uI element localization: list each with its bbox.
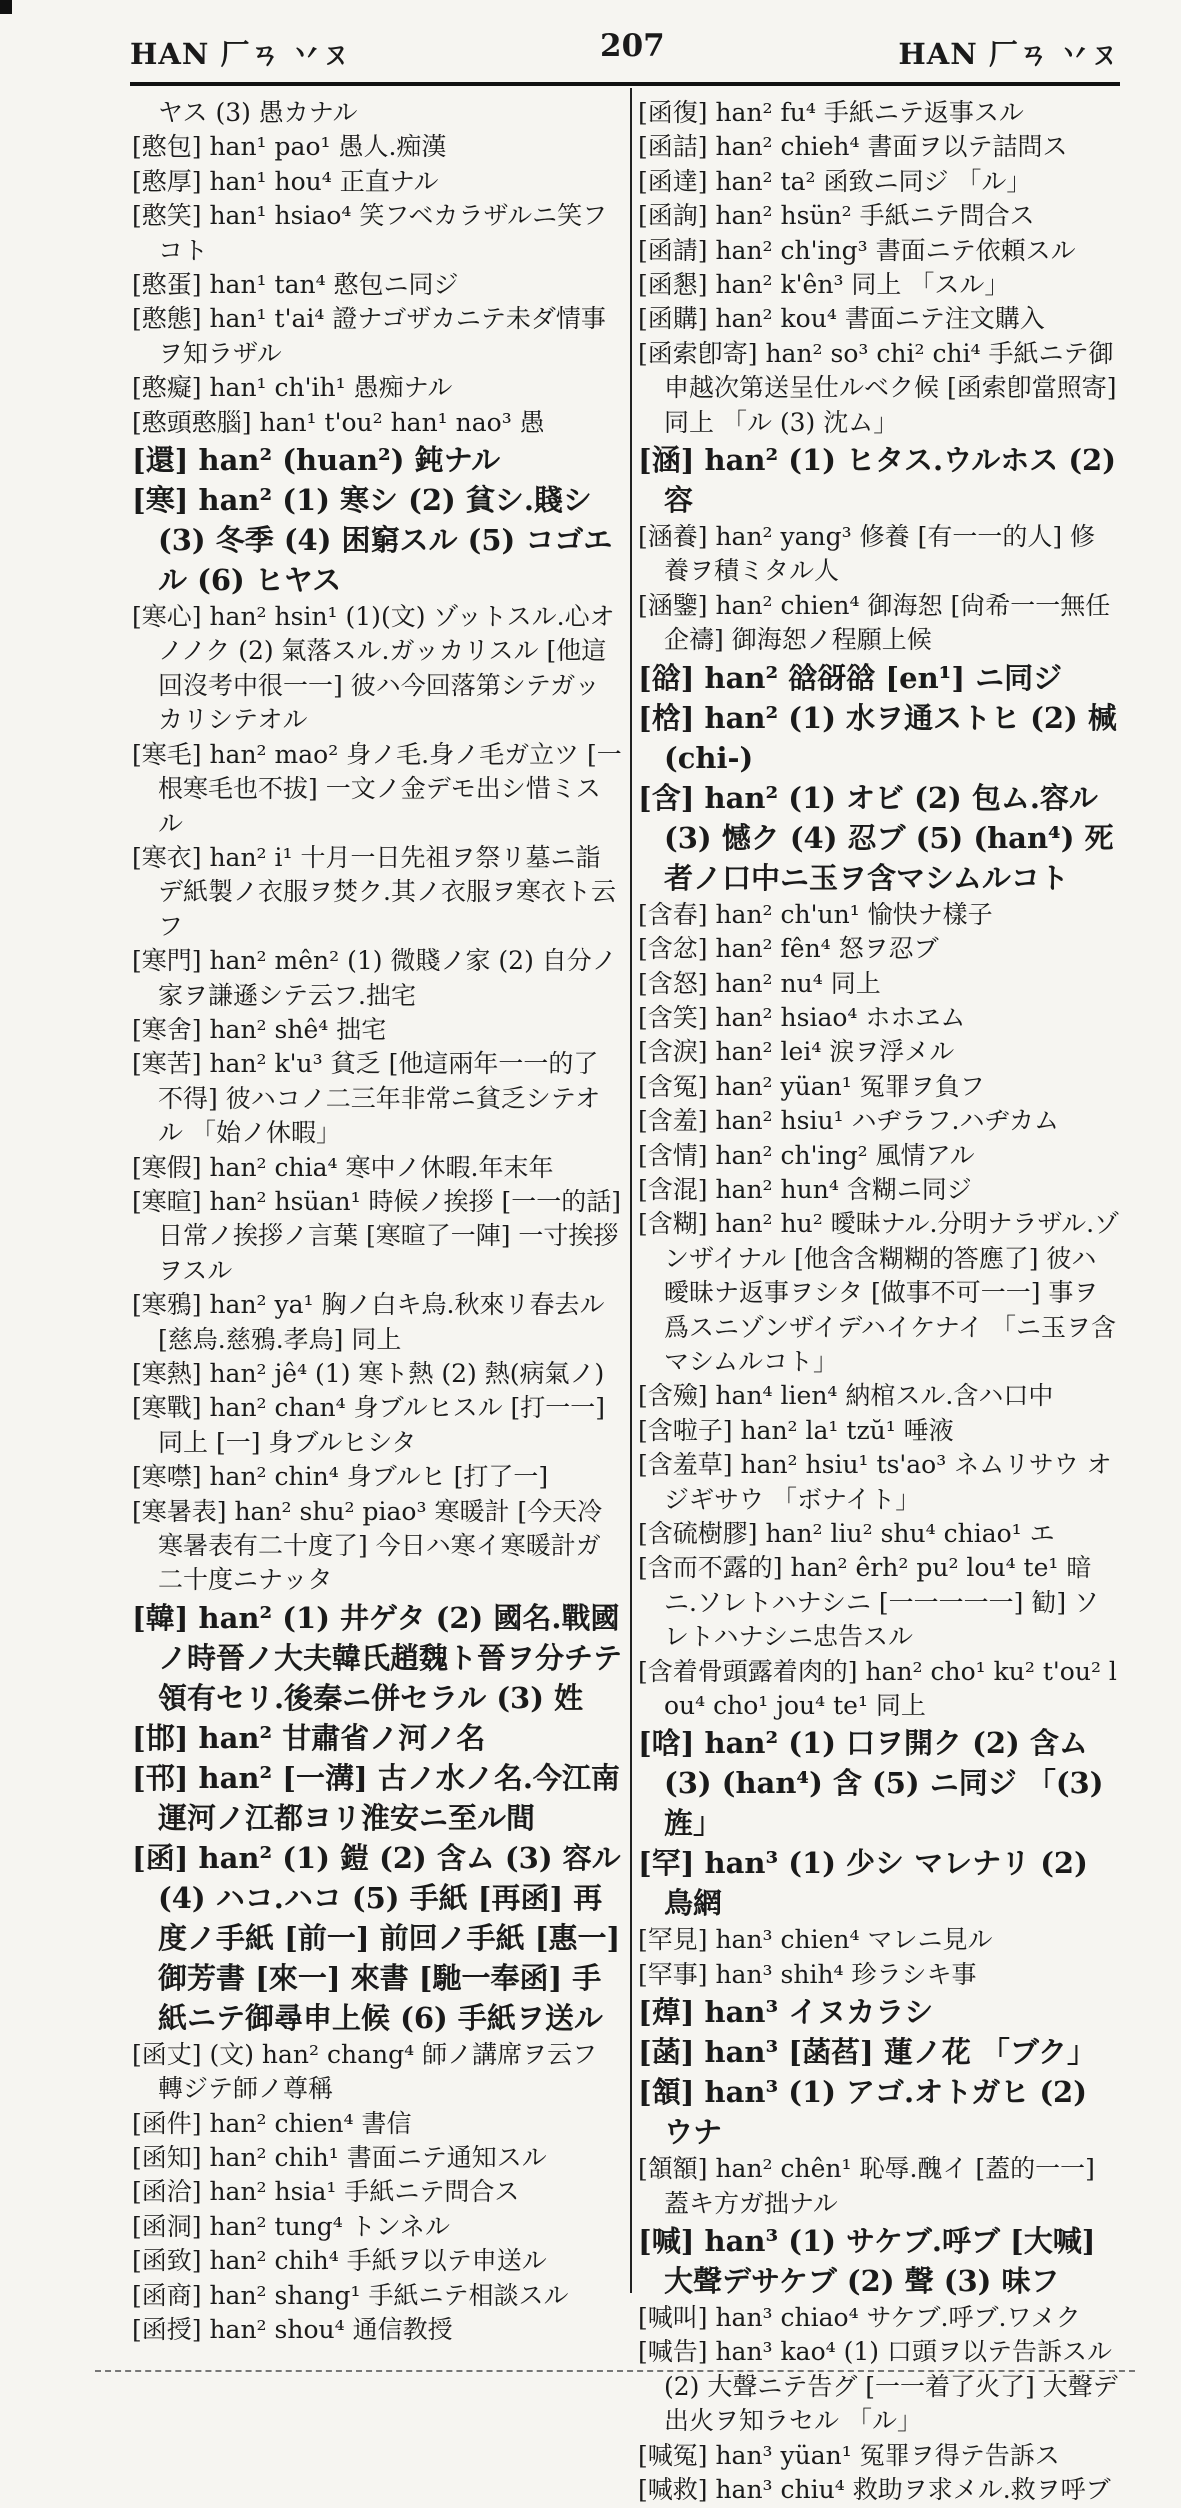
dictionary-entry: [含啦子] han² la¹ tzŭ¹ 唾液 [638, 1415, 954, 1445]
page-number: 207 [600, 28, 665, 64]
footer-rule [95, 2370, 1135, 2372]
dictionary-entry: [梒] han² (1) 水ヲ通ストヒ (2) 椷(chi-) [638, 700, 1117, 775]
dictionary-entry: [含春] han² ch'un¹ 愉快ナ樣子 [638, 899, 993, 929]
dictionary-entry: [函知] han² chih¹ 書面ニテ通知スル [132, 2143, 547, 2173]
dictionary-entry: [含糊] han² hu² 曖昧ナル.分明ナラザル.ゾンザイナル [他含含糊糊的答應了] 彼ハ曖昧ナ返事ヲシタ [做事不可一一] 事ヲ爲スニゾンザイデハイケナイ 「ニ玉ヲ含マシムルコト」 [638, 1209, 1120, 1376]
dictionary-entry: [函洽] han² hsia¹ 手紙ニテ問合ス [132, 2177, 520, 2207]
dictionary-entry: [頷] han³ (1) アゴ.オトガヒ (2) ウナ [638, 2075, 1087, 2150]
dictionary-entry: [函懇] han² k'ên³ 同上 「スル」 [638, 270, 1010, 300]
dictionary-entry: [寒舍] han² shê⁴ 拙宅 [132, 1014, 387, 1044]
header-rule [130, 82, 1120, 86]
dictionary-entry: [含情] han² ch'ing² 風情アル [638, 1140, 975, 1170]
dictionary-entry: [寒熱] han² jê⁴ (1) 寒ト熱 (2) 熱(病氣ノ) [132, 1359, 605, 1388]
dictionary-entry: [涵養] han² yang³ 修養 [有一一的人] 修養ヲ積ミタル人 [638, 522, 1096, 586]
dictionary-entry: [含羞] han² hsiu¹ ハヂラフ.ハヂカム [638, 1106, 1059, 1136]
column-divider [630, 88, 632, 2293]
dictionary-entry: [函達] han² ta² 函致ニ同ジ 「ル」 [638, 166, 1032, 196]
dictionary-entry: [寒衣] han² i¹ 十月一日先祖ヲ祭リ墓ニ詣デ紙製ノ衣服ヲ焚ク.其ノ衣服ヲ寒衣ト云フ [132, 842, 616, 941]
dictionary-entry: [涵鑒] han² chien⁴ 御海恕 [尙希一一無任企禱] 御海恕ノ程願上候 [638, 590, 1111, 655]
page-header [70, 22, 1120, 82]
dictionary-entry: [含笑] han² hsiao⁴ ホホヱム [638, 1002, 966, 1032]
dictionary-entry: [罕見] han³ chien⁴ マレニ見ル [638, 1925, 993, 1955]
running-head-left: HAN 厂ㄢ 丷ㄡ [130, 37, 352, 71]
dictionary-entry: [函復] han² fu⁴ 手紙ニテ返事スル [638, 98, 1024, 127]
dictionary-entry: [寒] han² (1) 寒シ (2) 貧シ.賤シ (3) 冬季 (4) 困窮スル (5) コゴエル (6) ヒヤス [132, 483, 613, 598]
dictionary-entry: [頷額] han² chên¹ 恥辱.醜イ [蓋的一一] 蓋キ方ガ拙ナル [638, 2154, 1095, 2218]
dictionary-entry: [寒暑表] han² shu² piao³ 寒暖計 [今天冷寒暑表有二十度了] 今日ハ寒イ寒暖計ガ二十度ニナッタ [132, 1496, 603, 1595]
dictionary-entry: [喊告] han³ kao⁴ (1) 口頭ヲ以テ告訴スル (2) 大聲ニテ告グ [一一着了火了] 大聲デ出火ヲ知ラセル 「ル」 [638, 2337, 1118, 2436]
dictionary-entry: [喊] han³ (1) サケブ.呼ブ [大喊] 大聲デサケブ (2) 聲 (3) 味フ [638, 2224, 1096, 2299]
dictionary-entry: [韓] han² (1) 井ゲタ (2) 國名.戰國ノ時晉ノ大夫韓氏趙魏ト晉ヲ分チテ領有セリ.後秦ニ併セラル (3) 姓 [132, 1600, 623, 1715]
dictionary-entry: [寒噤] han² chin⁴ 身ブルヒ [打了一] [132, 1462, 549, 1492]
dictionary-entry: [含殮] han⁴ lien⁴ 納棺スル.含ハ口中 [638, 1381, 1054, 1411]
dictionary-entry: [含淚] han² lei⁴ 涙ヲ浮メル [638, 1037, 955, 1067]
dictionary-entry: [寒苦] han² k'u³ 貧乏 [他這兩年一一的了不得] 彼ハコノ二三年非常ニ貧乏シテオル 「始ノ休暇」 [132, 1049, 601, 1148]
dictionary-entry: [還] han² (huan²) 鈍ナル [132, 443, 501, 478]
dictionary-entry: [憨笑] han¹ hsiao⁴ 笑フベカラザルニ笑フコト [132, 201, 608, 265]
dictionary-entry: [含忿] han² fên⁴ 怒ヲ忍ブ [638, 934, 939, 964]
dictionary-entry: [憨頭憨腦] han¹ t'ou² han¹ nao³ 愚 [132, 407, 545, 437]
running-head-right: HAN 厂ㄢ 丷ㄡ [898, 37, 1120, 71]
dictionary-entry: [含硫樹膠] han² liu² shu⁴ chiao¹ エ [638, 1519, 1055, 1548]
dictionary-entry: [寒暄] han² hsüan¹ 時候ノ挨拶 [一一的話] 日常ノ挨拶ノ言葉 [寒暄了一陣] 一寸挨拶ヲスル [132, 1186, 621, 1285]
dictionary-entry: [寒鴉] han² ya¹ 胸ノ白キ烏.秋來リ春去ル [慈烏.慈鴉.孝烏] 同上 [132, 1290, 605, 1354]
dictionary-entry: [菡] han³ [菡萏] 蓮ノ花 「ブク」 [638, 2035, 1097, 2070]
dictionary-entry: [寒戰] han² chan⁴ 身ブルヒスル [打一一] 同上 [一] 身ブルヒシタ [132, 1393, 606, 1457]
dictionary-entry: [憨蛋] han¹ tan⁴ 憨包ニ同ジ [132, 270, 459, 300]
dictionary-entry: [邯] han² 甘肅省ノ河ノ名 [132, 1720, 486, 1755]
dictionary-entry: [函詰] han² chieh⁴ 書面ヲ以テ詰問ス [638, 132, 1068, 162]
dictionary-entry: [喊冤] han³ yüan¹ 冤罪ヲ得テ告訴ス [638, 2440, 1060, 2470]
dictionary-entry: [寒心] han² hsin¹ (1)(文) ゾットスル.心オノノク (2) 氣落スル.ガッカリスル [他這回沒考中很一一] 彼ハ今回落第シテガッカリシテオル [132, 602, 615, 735]
dictionary-entry: [含而不露的] han² êrh² pu² lou⁴ te¹ 暗ニ.ソレトハナシニ [一一一一一] 勧] ソレトハナシニ忠告スル [638, 1553, 1100, 1652]
dictionary-entry: [函請] han² ch'ing³ 書面ニテ依頼スル [638, 235, 1076, 265]
dictionary-entry: [涵] han² (1) ヒタス.ウルホス (2) 容 [638, 443, 1116, 518]
dictionary-entry: [函丈] (文) han² chang⁴ 師ノ講席ヲ云フ 轉ジテ師ノ尊稱 [132, 2039, 598, 2104]
dictionary-entry: [喊叫] han³ chiao⁴ サケブ.呼ブ.ワメク [638, 2303, 1081, 2333]
dictionary-entry: [寒假] han² chia⁴ 寒中ノ休暇.年末年 [132, 1152, 554, 1182]
dictionary-entry: [函洞] han² tung⁴ トンネル [132, 2211, 451, 2241]
dictionary-entry: [寒毛] han² mao² 身ノ毛.身ノ毛ガ立ツ [一根寒毛也不拔] 一文ノ金デモ出シ惜ミスル [132, 739, 622, 838]
dictionary-entry: [函件] han² chien⁴ 書信 [132, 2108, 412, 2138]
dictionary-entry: [函購] han² kou⁴ 書面ニテ注文購入 [638, 304, 1045, 334]
right-column [638, 96, 1120, 2505]
dictionary-entry: [函商] han² shang¹ 手紙ニテ相談スル [132, 2280, 569, 2310]
dictionary-entry: [含羞草] han² hsiu¹ ts'ao³ ネムリサウ オジギサウ 「ボナイト」 [638, 1450, 1112, 1514]
dictionary-entry: [函詢] han² hsün² 手紙ニテ問合ス [638, 201, 1035, 231]
scan-corner-mark [0, 0, 12, 14]
dictionary-entry: [含怒] han² nu⁴ 同上 [638, 968, 881, 998]
dictionary-entry: [憨癡] han¹ ch'ih¹ 愚痴ナル [132, 373, 453, 403]
dictionary-entry: [含冤] han² yüan¹ 冤罪ヲ負フ [638, 1071, 985, 1101]
dictionary-entry: [含混] han² hun⁴ 含糊ニ同ジ [638, 1174, 972, 1204]
dictionary-entry: [寒門] han² mên² (1) 微賤ノ家 (2) 自分ノ家ヲ謙遜シテ云フ.拙宅 [132, 946, 617, 1010]
dictionary-entry: [蔊] han³ イヌカラシ [638, 1995, 934, 2030]
dictionary-entry: [邗] han² [一溝] 古ノ水ノ名.今江南運河ノ江都ヨリ淮安ニ至ル間 [132, 1760, 620, 1835]
dictionary-entry: [罕] han³ (1) 少シ マレナリ (2) 鳥網 [638, 1846, 1088, 1921]
dictionary-entry: [函] han² (1) 鎧 (2) 含ム (3) 容ル (4) ハコ.ハコ (5) 手紙 [再函] 再度ノ手紙 [前一] 前回ノ手紙 [惠一] 御芳書 [來一] 來書 [馳一奉函] 手紙ニテ御尋申上候 (6) 手紙ヲ送ル [132, 1840, 621, 2035]
dictionary-entry: [函授] han² shou⁴ 通信教授 [132, 2315, 453, 2345]
dictionary-entry: [唅] han² (1) 口ヲ開ク (2) 含ム (3) (han⁴) 含 (5) ニ同ジ 「(3) 旌」 [638, 1726, 1104, 1841]
left-column [132, 96, 623, 2345]
dictionary-entry: [憨態] han¹ t'ai⁴ 證ナゴザカニテ未ダ情事ヲ知ラザル [132, 304, 606, 368]
dictionary-entry: ヤス (3) 愚カナル [158, 98, 358, 127]
dictionary-entry: [含] han² (1) オビ (2) 包ム.容ル (3) 憾ク (4) 忍ブ (5) (han⁴) 死者ノ口中ニ玉ヲ含マシムルコト [638, 780, 1114, 895]
dictionary-entry: [憨包] han¹ pao¹ 愚人.痴漢 [132, 132, 447, 162]
dictionary-entry: [罕事] han³ shih⁴ 珍ラシキ事 [638, 1959, 977, 1989]
dictionary-entry: [函致] han² chih⁴ 手紙ヲ以テ申送ル [132, 2246, 547, 2276]
dictionary-entry: [谽] han² 谽谺谽 [en¹] ニ同ジ [638, 660, 1063, 695]
dictionary-entry: [函索卽寄] han² so³ chi² chi⁴ 手紙ニテ御申越次第送呈仕ルベク候 [函索卽當照寄] 同上 「ル (3) 沈ム」 [638, 338, 1117, 437]
dictionary-entry: [憨厚] han¹ hou⁴ 正直ナル [132, 166, 439, 196]
dictionary-entry: [喊救] han³ chiu⁴ 救助ヲ求メル.救ヲ呼ブ [638, 2475, 1111, 2505]
dictionary-entry: [含着骨頭露着肉的] han² cho¹ ku² t'ou² lou⁴ cho¹ jou⁴ te¹ 同上 [638, 1656, 1117, 1721]
